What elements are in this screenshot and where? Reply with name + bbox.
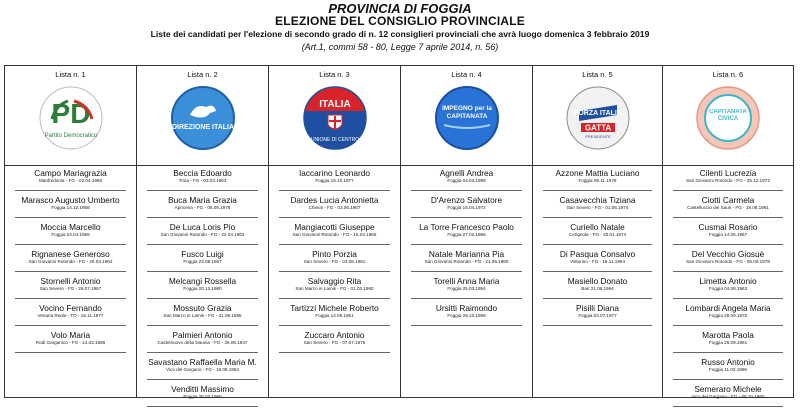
candidate-entry — [401, 276, 532, 303]
list-label: Lista n. 2 — [187, 70, 218, 79]
logo-text: FORZA ITALIA — [573, 110, 622, 117]
candidate-details: Foggia 24.04.1969 — [51, 232, 90, 237]
candidate-entry — [401, 168, 532, 195]
logo-text: CAPITANATA CIVICA — [709, 109, 747, 122]
candidate-name: D'Arenzo Salvatore — [430, 195, 503, 205]
candidate-name: Palmieri Antonio — [172, 330, 233, 340]
candidate-lists-table — [4, 65, 794, 398]
list-column-4 — [401, 66, 533, 397]
candidate-list — [663, 168, 793, 411]
candidate-name: Curiello Natale — [570, 222, 625, 232]
list-logo-cell — [269, 80, 400, 166]
candidate-details: Venaria Reale - TO - 15.11.1977 — [37, 313, 104, 318]
candidate-details: San Severo - FG - 01.06.1974 — [566, 205, 629, 210]
candidate-details: Foggia 03.07.1977 — [578, 313, 617, 318]
candidate-entry — [663, 168, 793, 195]
candidate-name: Tartizzi Michele Roberto — [290, 303, 379, 313]
candidate-details: Foggia 28.09.1970 — [708, 313, 748, 318]
candidate-entry — [533, 276, 662, 303]
candidate-details: Foggia 09.11.1979 — [578, 178, 617, 183]
list-column-3 — [269, 66, 401, 397]
candidate-details: Bari 21.06.1964 — [581, 286, 614, 291]
candidate-details: Foggia 04.03.1999 — [447, 178, 486, 183]
candidate-entry — [5, 276, 136, 303]
candidate-entry — [663, 357, 793, 384]
list-label: Lista n. 6 — [712, 70, 744, 79]
candidate-name: Vocino Fernando — [39, 303, 102, 313]
impegno-per-la-capitanata-logo — [434, 85, 500, 151]
candidate-details: San Giovanni Rotondo - FG - 05.06.1978 — [686, 259, 770, 264]
candidate-details: Foggia 26.03.1960 — [183, 394, 222, 399]
candidate-entry — [5, 249, 136, 276]
election-title: ELEZIONE DEL CONSIGLIO PROVINCIALE — [275, 14, 525, 28]
candidate-name: Zuccaro Antonio — [304, 330, 365, 340]
forza-italia-gatta-logo — [565, 85, 631, 151]
law-reference: (Art.1, commi 58 - 80, Legge 7 aprile 2014, n. 56) — [301, 42, 499, 52]
candidate-details: San Severo - FG - 26.07.1967 — [39, 286, 102, 291]
candidate-name: Marasco Augusto Umberto — [21, 195, 120, 205]
candidate-list — [137, 168, 268, 411]
list-logo-cell — [137, 80, 268, 166]
candidate-details: San Severo - FG - 03.08.1981 — [303, 259, 366, 264]
candidate-name: Agnelli Andrea — [439, 168, 494, 178]
candidate-name: Pinto Porzia — [312, 249, 357, 259]
candidate-details: San Marco in Lamis - FG - 01.03.1960 — [295, 286, 374, 291]
logo-text: Partito Democratico — [44, 133, 97, 139]
list-label: Lista n. 3 — [319, 70, 350, 79]
candidate-details: Apricena - FG - 06.09.1978 — [174, 205, 231, 210]
candidate-name: Campo Mariagrazia — [34, 168, 107, 178]
list-logo-cell — [5, 80, 136, 166]
logo-tagline: PRESIDENTE — [584, 134, 611, 139]
candidate-name: Fusco Luigi — [181, 249, 224, 259]
pd-mark: PD — [51, 98, 90, 129]
list-column-1 — [5, 66, 137, 397]
candidate-entry — [401, 249, 532, 276]
candidate-details: Foggia 14.05.1967 — [708, 232, 748, 237]
candidate-details: Foggia 20.12.1980 — [183, 286, 222, 291]
candidate-name: Marotta Paola — [702, 330, 754, 340]
candidate-name: Di Pasqua Consalvo — [559, 249, 636, 259]
candidate-entry — [269, 303, 400, 330]
candidate-details: San Severo - FG - 07.07.1975 — [303, 340, 366, 345]
candidate-entry — [269, 222, 400, 249]
candidate-entry — [663, 222, 793, 249]
candidate-name: Mangiacotti Giuseppe — [294, 222, 375, 232]
list-label: Lista n. 1 — [55, 70, 86, 79]
candidate-name: Iaccarino Leonardo — [298, 168, 371, 178]
candidate-entry — [5, 303, 136, 330]
candidate-entry — [533, 195, 662, 222]
candidate-entry — [137, 330, 268, 357]
candidate-details: Volturino - FG - 16.11.1964 — [569, 259, 626, 264]
candidate-name: Lombardi Angela Maria — [685, 303, 771, 313]
partito-democratico-logo — [38, 85, 104, 151]
italia-unione-di-centro-logo — [302, 85, 368, 151]
candidate-name: Limetta Antonio — [699, 276, 757, 286]
candidate-name: Rignanese Generoso — [31, 249, 110, 259]
candidate-details: Castelluccio dei Sauri - FG - 19.08.1961 — [687, 205, 769, 210]
logo-subtext: GATTA — [584, 123, 611, 133]
candidate-details: San Giovanni Rotondo - FG - 25.12.1972 — [686, 178, 770, 183]
candidate-name: Masiello Donato — [567, 276, 628, 286]
candidate-entry — [663, 276, 793, 303]
candidate-entry — [137, 357, 268, 384]
list-column-5 — [533, 66, 663, 397]
candidate-name: Pisilli Diana — [576, 303, 619, 313]
candidate-name: Natale Marianna Pia — [428, 249, 505, 259]
candidate-details: San Giovanni Rotondo - FG - 22.04.1963 — [160, 232, 245, 237]
candidate-name: Mossuto Grazia — [173, 303, 232, 313]
candidate-name: Cusmai Rosario — [698, 222, 758, 232]
candidate-name: Buca Maria Grazia — [168, 195, 237, 205]
candidate-details: Manfredonia - FG - 02.04.1966 — [38, 178, 103, 183]
candidate-name: Moccia Marcello — [40, 222, 101, 232]
candidate-details: Vico del Gargano - FG - 18.08.1964 — [166, 367, 239, 372]
logo-text: DIREZIONE ITALIA — [171, 124, 234, 131]
candidate-details: San Marco in Lamis - FG - 31.08.1985 — [163, 313, 242, 318]
candidate-list — [401, 168, 532, 330]
candidate-details: San Giovanni Rotondo - FG - 26.04.1962 — [28, 259, 113, 264]
list-logo-cell — [533, 80, 662, 166]
candidate-details: Foggia 23.08.1957 — [183, 259, 222, 264]
candidate-entry — [269, 276, 400, 303]
candidate-details: Foggia 14.08.1961 — [315, 313, 354, 318]
candidate-details: Cerignola - FG - 25.01.1974 — [568, 232, 627, 237]
candidate-entry — [663, 384, 793, 411]
logo-subtext: UNIONE DI CENTRO — [310, 137, 359, 143]
province-title: PROVINCIA DI FOGGIA — [328, 1, 472, 16]
candidate-list — [533, 168, 662, 330]
candidate-details: Foggia 27.02.1966 — [447, 232, 486, 237]
list-label: Lista n. 4 — [451, 70, 482, 79]
candidate-name: Melcangi Rossella — [168, 276, 237, 286]
candidate-name: Ciotti Carmela — [701, 195, 755, 205]
candidate-details: Rodi Garganico - FG - 14.03.1986 — [35, 340, 106, 345]
candidate-entry — [137, 276, 268, 303]
candidate-entry — [663, 330, 793, 357]
candidate-name: Beccia Edoardo — [173, 168, 232, 178]
candidate-name: Savastano Raffaella Maria M. — [148, 357, 257, 367]
candidate-name: Del Vecchio Giosuè — [691, 249, 765, 259]
candidate-name: Salvaggio Rita — [307, 276, 362, 286]
candidate-entry — [137, 384, 268, 411]
logo-text: IMPEGNO per la CAPITANATA — [441, 105, 492, 120]
candidate-entry — [663, 195, 793, 222]
candidate-entry — [5, 168, 136, 195]
candidate-entry — [401, 195, 532, 222]
list-column-2 — [137, 66, 269, 397]
direzione-italia-logo — [170, 85, 236, 151]
candidate-entry — [401, 303, 532, 330]
candidate-entry — [5, 222, 136, 249]
candidate-entry — [533, 303, 662, 330]
candidate-details: Castelnuovo della Daunia - FG - 26.06.1947 — [157, 340, 248, 345]
candidate-entry — [137, 303, 268, 330]
candidate-name: Ursitti Raimondo — [435, 303, 498, 313]
list-logo-cell — [401, 80, 532, 166]
candidate-name: Cilenti Lucrezia — [699, 168, 757, 178]
candidate-entry — [663, 249, 793, 276]
candidate-details: Foggia 11.03.1966 — [709, 367, 747, 372]
candidate-list — [5, 168, 136, 357]
candidate-name: Torelli Anna Maria — [433, 276, 500, 286]
logo-text: ITALIA — [318, 99, 351, 110]
candidate-details: Foggia 04.08.1963 — [708, 286, 748, 291]
candidate-entry — [533, 249, 662, 276]
candidate-details: Chieuti - FG - 03.06.1967 — [308, 205, 361, 210]
candidate-entry — [533, 168, 662, 195]
candidate-name: Dardes Lucia Antonietta — [290, 195, 379, 205]
list-column-6 — [663, 66, 793, 397]
candidate-name: De Luca Loris Pio — [169, 222, 236, 232]
candidate-list — [269, 168, 400, 357]
candidate-details: Foggia 14.12.1958 — [51, 205, 90, 210]
candidate-entry — [663, 303, 793, 330]
candidate-name: Russo Antonio — [701, 357, 755, 367]
candidate-details: San Giovanni Rotondo - FG - 15.04.1965 — [292, 232, 377, 237]
candidate-entry — [269, 195, 400, 222]
list-label: Lista n. 5 — [582, 70, 613, 79]
candidate-entry — [137, 249, 268, 276]
candidate-name: Stornelli Antonio — [40, 276, 101, 286]
candidate-entry — [137, 222, 268, 249]
candidate-name: Venditti Massimo — [171, 384, 234, 394]
candidate-name: Azzone Mattia Luciano — [555, 168, 640, 178]
candidate-details: Troia - FG - 03.03.1963 — [178, 178, 227, 183]
candidate-entry — [533, 222, 662, 249]
candidate-entry — [269, 168, 400, 195]
list-logo-cell — [663, 80, 793, 166]
candidate-details: Foggia 15.10.1977 — [315, 178, 354, 183]
candidate-entry — [5, 195, 136, 222]
capitanata-civica-logo — [695, 85, 761, 151]
candidate-details: Foggia 29.10.1958 — [447, 313, 486, 318]
candidate-name: Volo Maria — [50, 330, 91, 340]
candidate-details: Foggia 25.03.1954 — [447, 286, 486, 291]
candidate-name: Casavecchia Tiziana — [559, 195, 636, 205]
candidate-details: Foggia 25.09.1961 — [708, 340, 748, 345]
candidate-details: Vico del Gargano - FG - 08.10.1960 — [691, 394, 765, 399]
candidate-entry — [137, 195, 268, 222]
candidate-name: La Torre Francesco Paolo — [419, 222, 514, 232]
candidate-entry — [137, 168, 268, 195]
candidate-entry — [269, 249, 400, 276]
election-subtitle: Liste dei candidati per l'elezione di secondo grado di n. 12 consiglieri provinciali che avrà luogo domenica 3 febbraio 2019 — [150, 29, 650, 39]
candidate-entry — [269, 330, 400, 357]
candidate-details: San Giovanni Rotondo - FG - 21.06.1980 — [424, 259, 509, 264]
candidate-entry — [5, 330, 136, 357]
candidate-entry — [401, 222, 532, 249]
candidate-details: Foggia 16.04.1972 — [447, 205, 486, 210]
candidate-name: Semeraro Michele — [694, 384, 762, 394]
